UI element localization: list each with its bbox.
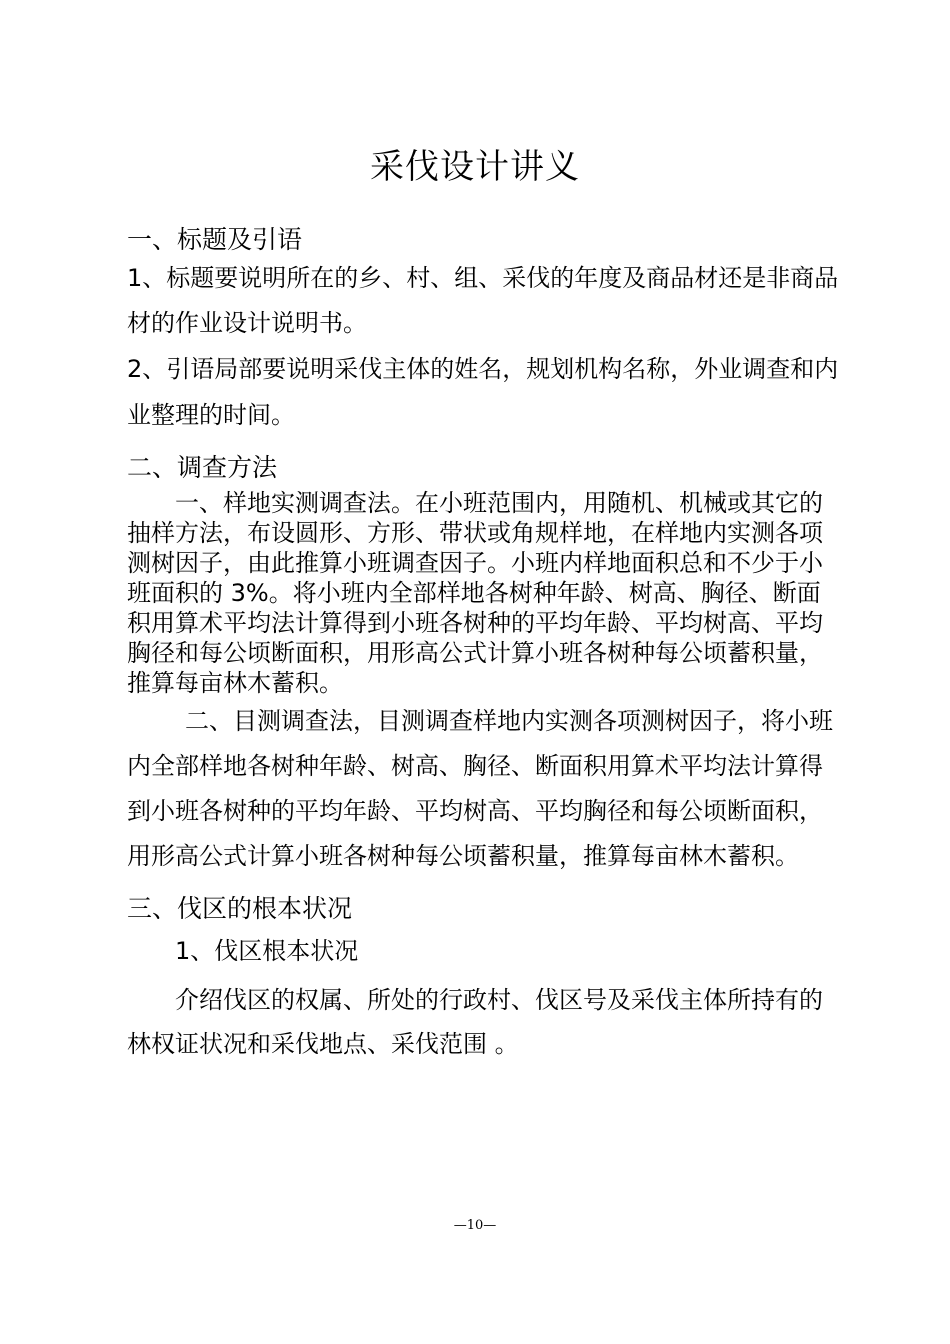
section-1-para-1-line-2: 材的作业设计说明书。 bbox=[127, 309, 367, 337]
section-3-para-1-line-2: 林权证状况和采伐地点、采伐范围 。 bbox=[127, 1030, 519, 1058]
section-2-para-2-line-2: 内全部样地各树种年龄、树高、胸径、断面积用算术平均法计算得 bbox=[127, 752, 823, 780]
section-1-para-2-line-2: 业整理的时间。 bbox=[127, 401, 295, 429]
section-2-para-1-line-2: 抽样方法，布设圆形、方形、带状或角规样地，在样地内实测各项 bbox=[127, 519, 823, 547]
section-2-para-1-line-5: 积用算术平均法计算得到小班各树种的平均年龄、平均树高、平均 bbox=[127, 609, 823, 637]
section-heading-2: 二、调查方法 bbox=[127, 453, 278, 482]
section-heading-1: 一、标题及引语 bbox=[127, 225, 303, 254]
section-2-para-1-line-7: 推算每亩林木蓄积。 bbox=[127, 669, 343, 697]
section-1-para-2-line-1: 2、引语局部要说明采伐主体的姓名，规划机构名称，外业调查和内 bbox=[127, 355, 839, 383]
section-2-para-1-line-4: 班面积的 3%。将小班内全部样地各树种年龄、树高、胸径、断面 bbox=[127, 579, 821, 607]
section-3-subheading: 1、伐区根本状况 bbox=[175, 937, 359, 965]
section-2-para-2-line-4: 用形高公式计算小班各树种每公顷蓄积量，推算每亩林木蓄积。 bbox=[127, 842, 799, 870]
page-title: 采伐设计讲义 bbox=[370, 147, 580, 187]
section-2-para-2-line-3: 到小班各树种的平均年龄、平均树高、平均胸径和每公顷断面积， bbox=[127, 797, 823, 825]
page-number: —10— bbox=[453, 1218, 497, 1233]
section-2-para-1-line-3: 测树因子，由此推算小班调查因子。小班内样地面积总和不少于小 bbox=[127, 549, 823, 577]
section-3-para-1-line-1: 介绍伐区的权属、所处的行政村、伐区号及采伐主体所持有的 bbox=[175, 986, 823, 1014]
section-2-para-1-line-1: 一、样地实测调查法。在小班范围内，用随机、机械或其它的 bbox=[175, 489, 823, 517]
section-2-para-2-line-1: 二、目测调查法，目测调查样地内实测各项测树因子，将小班 bbox=[185, 707, 833, 735]
section-2-para-1-line-6: 胸径和每公顷断面积，用形高公式计算小班各树种每公顷蓄积量， bbox=[127, 639, 823, 667]
section-heading-3: 三、伐区的根本状况 bbox=[127, 894, 353, 923]
section-1-para-1-line-1: 1、标题要说明所在的乡、村、组、采伐的年度及商品材还是非商品 bbox=[127, 264, 839, 292]
